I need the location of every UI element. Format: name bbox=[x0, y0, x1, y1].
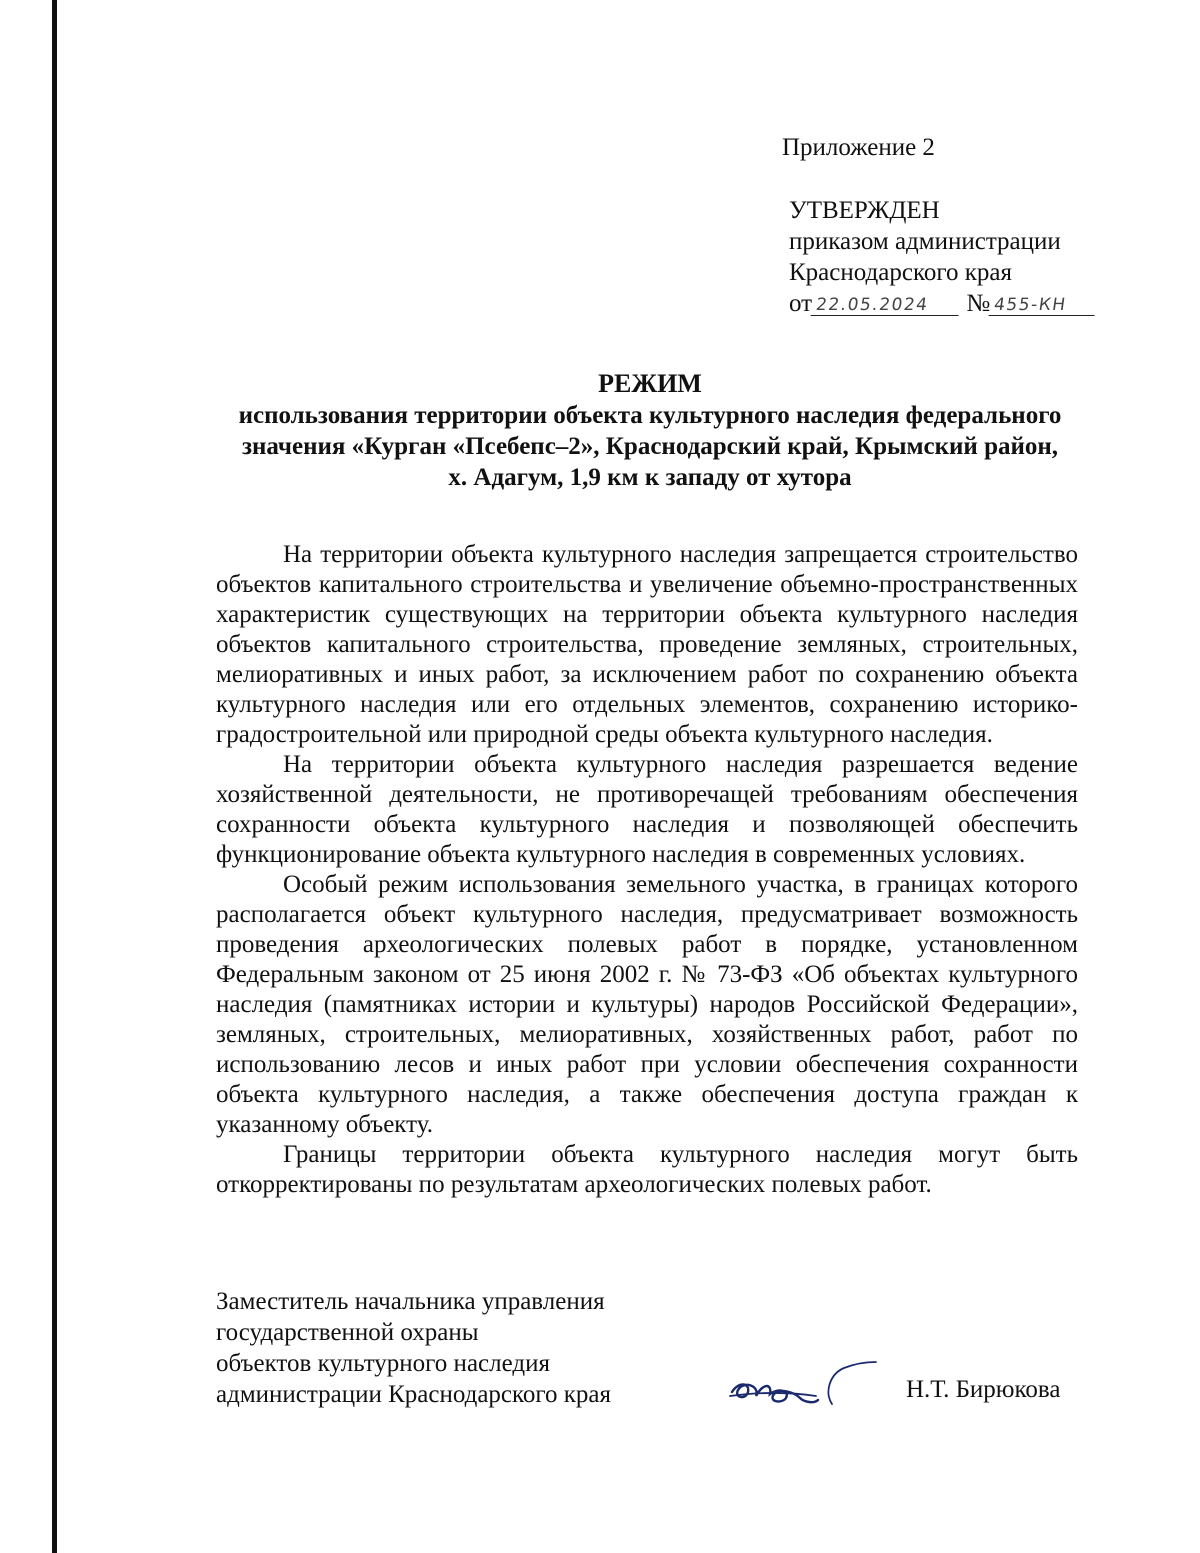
handwritten-signature bbox=[720, 1352, 880, 1412]
position-line-3: объектов культурного наследия bbox=[216, 1350, 550, 1377]
signer-name: Н.Т. Бирюкова bbox=[906, 1376, 1061, 1403]
signatory-position bbox=[216, 1286, 656, 1410]
paragraph-3: Особый режим использования земельного участка, в границах которого располагается объект культурного наследия, предусматривает возможность проведения археологических полевых работ в порядке, установленном Федеральным законом от 25 июня 2002 г. № 73-ФЗ «Об объектах культурного наследия (памятниках истории и культуры) народов Российской Федерации», земляных, строительных, мелиоративных, хозяйственных работ, работ по использованию лесов и иных работ при условии обеспечения сохранности объекта культурного наследия, а также обеспечения доступа граждан к указанному объекту. bbox=[216, 871, 1078, 1138]
paragraph-4: Границы территории объекта культурного наследия могут быть откорректированы по результатам археологических полевых работ. bbox=[216, 1141, 1078, 1198]
title-line-1: использования территории объекта культурного наследия федерального bbox=[238, 402, 1062, 429]
position-line-4: администрации Краснодарского края bbox=[216, 1381, 612, 1408]
paragraph-1: На территории объекта культурного наследия запрещается строительство объектов капитального строительства и увеличение объемно-пространственных характеристик существующих на территории объекта культурного наследия объектов капитального строительства, проведение земляных, строительных, мелиоративных и иных работ, за исключением работ по сохранению объекта культурного наследия или его отдельных элементов, сохранению историко-градостроительной или природной среды объекта культурного наследия. bbox=[216, 541, 1078, 748]
approval-block bbox=[782, 195, 1162, 319]
page-edge-line bbox=[52, 0, 57, 1553]
title-line-3: х. Адагум, 1,9 км к западу от хутора bbox=[448, 464, 852, 491]
position-line-1: Заместитель начальника управления bbox=[216, 1288, 605, 1315]
date-prefix: от bbox=[789, 290, 813, 317]
document-title bbox=[210, 368, 1090, 493]
paragraph-2: На территории объекта культурного наследия разрешается ведение хозяйственной деятельности, не противоречащей требованиям обеспечения сохранности объекта культурного наследия и позволяющей обеспечить функционирование объекта культурного наследия в современных условиях. bbox=[216, 751, 1078, 868]
approval-line-1: приказом администрации bbox=[789, 228, 1061, 255]
document-body bbox=[216, 540, 1078, 1200]
position-line-2: государственной охраны bbox=[216, 1319, 479, 1346]
approval-status: УТВЕРЖДЕН bbox=[789, 197, 940, 224]
approval-stamp bbox=[782, 132, 1162, 319]
appendix-label: Приложение 2 bbox=[782, 134, 935, 161]
number-prefix: № bbox=[966, 290, 991, 317]
handwritten-date: 22.05.2024 bbox=[811, 295, 962, 316]
title-line-2: значения «Курган «Псебепс–2», Краснодарский край, Крымский район, bbox=[241, 433, 1059, 460]
approval-line-2: Краснодарского края bbox=[789, 259, 1012, 286]
handwritten-number: 455-КН bbox=[989, 295, 1098, 316]
title-heading: РЕЖИМ bbox=[598, 369, 702, 398]
order-date-number-line bbox=[789, 288, 1162, 319]
